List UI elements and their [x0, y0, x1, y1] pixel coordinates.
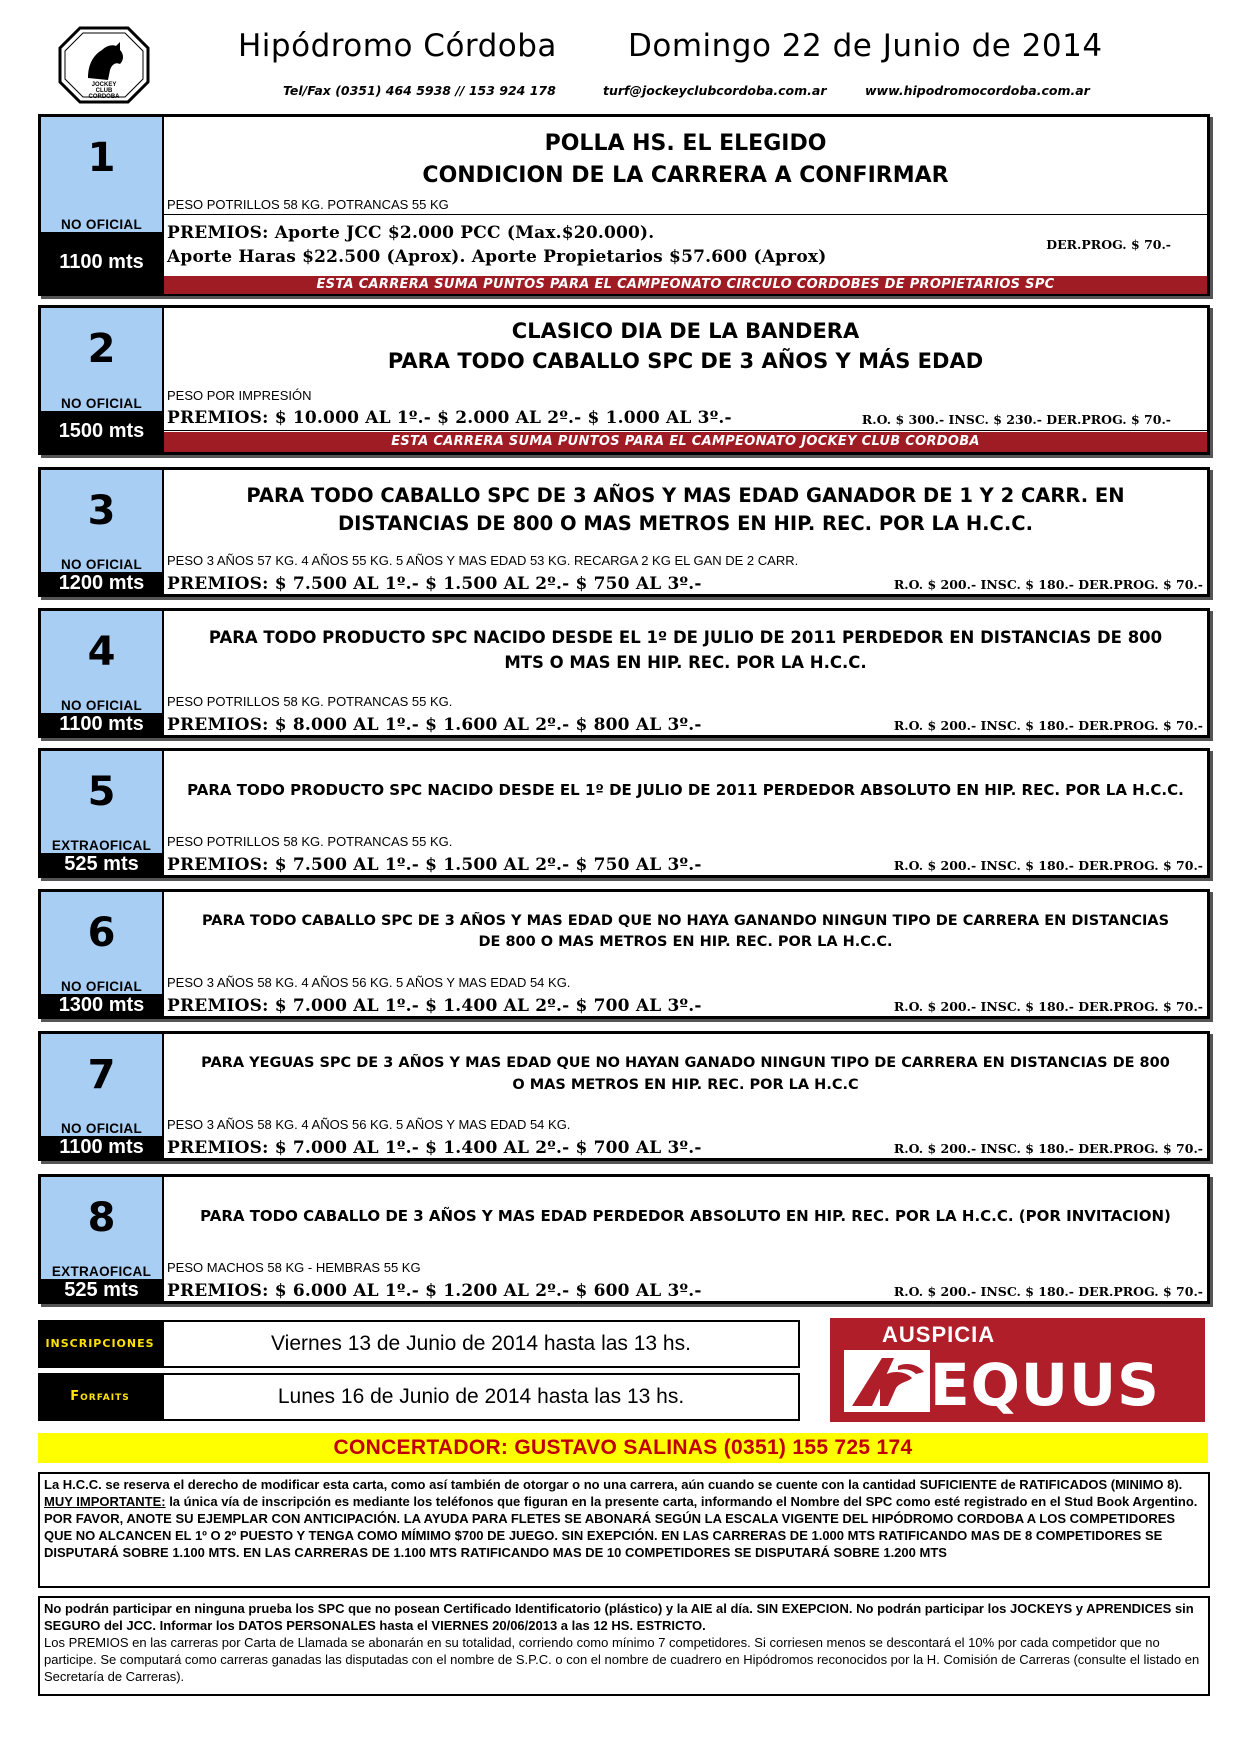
- race-distance: 525 mts: [41, 1279, 162, 1301]
- race-kind: NO OFICIAL: [61, 396, 142, 411]
- race-side-panel: [41, 751, 164, 875]
- race-card: [38, 305, 1210, 455]
- race-weight: PESO POTRILLOS 58 KG. POTRANCAS 55 KG: [167, 197, 449, 212]
- race-title-line-2: O MAS METROS EN HIP. REC. POR LA H.C.C: [512, 1077, 859, 1093]
- race-number: 6: [87, 910, 116, 956]
- page-title: Hipódromo Córdoba: [238, 28, 557, 64]
- race-distance: 1100 mts: [41, 1136, 162, 1158]
- divider: [164, 1301, 1207, 1302]
- registration-label: INSCRIPCIONES: [38, 1320, 162, 1368]
- race-distance: 525 mts: [41, 853, 162, 875]
- race-weight: PESO POTRILLOS 58 KG. POTRANCAS 55 KG.: [167, 834, 453, 849]
- race-side-panel: [41, 1177, 164, 1301]
- race-title-line-1: PARA TODO CABALLO SPC DE 3 AÑOS Y MAS EDAD QUE NO HAYA GANANDO NINGUN TIPO DE CARRERA EN DISTANCIAS: [201, 913, 1170, 929]
- race-number-box: [41, 117, 162, 232]
- race-card: [38, 114, 1210, 296]
- race-number-box: [41, 892, 162, 994]
- race-kind: EXTRAOFICAL: [51, 1264, 152, 1279]
- race-title-line-1: PARA TODO PRODUCTO SPC NACIDO DESDE EL 1º DE JULIO DE 2011 PERDEDOR EN DISTANCIAS DE 800: [208, 628, 1163, 647]
- race-number-box: [41, 611, 162, 713]
- divider: [164, 875, 1207, 876]
- race-kind: NO OFICIAL: [61, 1121, 142, 1136]
- race-title-line-1: CLASICO DIA DE LA BANDERA: [511, 319, 860, 343]
- race-number: 2: [87, 326, 116, 372]
- race-card: [38, 1174, 1210, 1304]
- jockey-club-logo-icon: [58, 26, 150, 104]
- race-title-line-1: PARA TODO CABALLO DE 3 AÑOS Y MAS EDAD PERDEDOR ABSOLUTO EN HIP. REC. POR LA H.C.C. (POR INVITACION): [200, 1207, 1171, 1225]
- race-card: [38, 889, 1210, 1019]
- race-details: [164, 751, 1207, 875]
- race-side-panel: [41, 611, 164, 735]
- race-prizes-line-1: PREMIOS: Aporte JCC $2.000 PCC (Max.$20.000).: [167, 223, 655, 243]
- race-distance: 1200 mts: [41, 572, 162, 594]
- race-kind: NO OFICIAL: [61, 557, 142, 572]
- race-weight: PESO 3 AÑOS 58 KG. 4 AÑOS 56 KG. 5 AÑOS Y MAS EDAD 54 KG.: [167, 975, 571, 990]
- race-number-box: [41, 308, 162, 411]
- race-number: 7: [87, 1052, 116, 1098]
- forfeit-label: Forfaits: [38, 1373, 162, 1421]
- race-title-line-2: DISTANCIAS DE 800 O MAS METROS EN HIP. REC. POR LA H.C.C.: [337, 512, 1033, 535]
- race-fees: DER.PROG. $ 70.-: [1046, 237, 1171, 252]
- race-number-box: [41, 470, 162, 572]
- race-title-line-2: CONDICION DE LA CARRERA A CONFIRMAR: [422, 163, 949, 188]
- equus-horse-emblem-icon: [842, 1348, 932, 1414]
- contact-phone: Tel/Fax (0351) 464 5938 // 153 924 178: [283, 83, 556, 98]
- divider: [164, 430, 1207, 431]
- race-distance: 1100 mts: [41, 713, 162, 735]
- sponsor-label: AUSPICIA: [882, 1322, 996, 1347]
- race-weight: PESO POR IMPRESIÓN: [167, 388, 312, 403]
- race-fees: R.O. $ 200.- INSC. $ 180.- DER.PROG. $ 70.-: [893, 1141, 1203, 1156]
- race-card: [38, 608, 1210, 738]
- prize-rules: Los PREMIOS en las carreras por Carta de Llamada se abonarán en su totalidad, corriendo como mínimo 7 competidores. Si corriesen menos se descontará el 10% por cada competidor que no participe. Se computará como carreras ganadas las disputadas con el nombre de S.P.C. o con el nombre de cuadrero en Hipódromos reconocidos por la H. Comisión de Carreras (consulte el listado en Secretaría de Carreras).: [44, 1635, 1200, 1684]
- race-details: [164, 892, 1207, 1016]
- registration-date: Viernes 13 de Junio de 2014 hasta las 13 hs.: [162, 1320, 800, 1368]
- divider: [164, 214, 1207, 215]
- race-prizes: PREMIOS: $ 7.500 AL 1º.- $ 1.500 AL 2º.- $ 750 AL 3º.-: [167, 574, 702, 594]
- race-details: [164, 611, 1207, 735]
- race-number-box: [41, 1177, 162, 1279]
- race-details: [164, 117, 1207, 293]
- race-prizes: PREMIOS: $ 10.000 AL 1º.- $ 2.000 AL 2º.- $ 1.000 AL 3º.-: [167, 408, 732, 428]
- race-side-panel: [41, 117, 164, 293]
- race-title-line-1: PARA TODO CABALLO SPC DE 3 AÑOS Y MAS EDAD GANADOR DE 1 Y 2 CARR. EN: [246, 484, 1125, 507]
- terms-text-2: la única vía de inscripción es mediante los teléfonos que figuran en la presente carta, informando el Nombre del SPC como esté registrado en el Stud Book Argentino. POR FAVOR, ANOTE SU EJEMPLAR CON ANTICIPACIÓN. LA AYUDA PARA FLETES SE ABONARÁ SEGÚN LA ESCALA VIGENTE DEL HIPÓDROMO CORDOBA A LOS COMPETIDORES QUE NO ALCANCEN EL 1º O 2º PUESTO Y TENGA COMO MÍMIMO $700 DE JUEGO. SIN EXEPCIÓN. EN LAS CARRERAS DE 1.000 MTS RATIFICANDO MAS DE 8 COMPETIDORES SE DISPUTARÁ SOBRE 1.100 MTS. EN LAS CARRERAS DE 1.100 MTS RATIFICANDO MAS DE 10 COMPETIDORES SE DISPUTARÁ SOBRE 1.200 MTS: [44, 1494, 1198, 1560]
- sponsor-brand: EQUUS: [930, 1351, 1160, 1419]
- event-date: Domingo 22 de Junio de 2014: [628, 28, 1103, 64]
- divider: [164, 594, 1207, 595]
- race-distance: 1300 mts: [41, 994, 162, 1016]
- divider: [164, 735, 1207, 736]
- race-title-line-1: PARA YEGUAS SPC DE 3 AÑOS Y MAS EDAD QUE NO HAYAN GANADO NINGUN TIPO DE CARRERA EN DISTANCIAS DE 800: [201, 1055, 1170, 1071]
- race-title-line-2: PARA TODO CABALLO SPC DE 3 AÑOS Y MÁS EDAD: [387, 349, 984, 373]
- race-details: [164, 1177, 1207, 1301]
- race-number-box: [41, 751, 162, 853]
- participation-notice: [38, 1596, 1210, 1696]
- race-kind: NO OFICIAL: [61, 979, 142, 994]
- contact-email[interactable]: turf@jockeyclubcordoba.com.ar: [603, 83, 827, 98]
- race-card: [38, 1031, 1210, 1161]
- race-details: [164, 308, 1207, 452]
- race-points-banner: ESTA CARRERA SUMA PUNTOS PARA EL CAMPEONATO CIRCULO CORDOBES DE PROPIETARIOS SPC: [164, 276, 1207, 294]
- race-fees: R.O. $ 200.- INSC. $ 180.- DER.PROG. $ 70.-: [893, 718, 1203, 733]
- race-fees: R.O. $ 200.- INSC. $ 180.- DER.PROG. $ 70.-: [893, 1284, 1203, 1299]
- forfeit-deadline: [38, 1373, 800, 1421]
- race-side-panel: [41, 470, 164, 594]
- svg-text:CORDOBA: CORDOBA: [88, 94, 120, 100]
- race-side-panel: [41, 308, 164, 452]
- race-number: 4: [87, 629, 116, 675]
- race-weight: PESO 3 AÑOS 57 KG. 4 AÑOS 55 KG. 5 AÑOS Y MAS EDAD 53 KG. RECARGA 2 KG EL GAN DE 2 CARR.: [167, 553, 799, 568]
- race-prizes-line-2: Aporte Haras $22.500 (Aprox). Aporte Propietarios $57.600 (Aprox): [167, 247, 827, 267]
- race-prizes: PREMIOS: $ 7.500 AL 1º.- $ 1.500 AL 2º.- $ 750 AL 3º.-: [167, 855, 702, 875]
- svg-text:CLUB: CLUB: [95, 88, 113, 94]
- race-side-panel: [41, 1034, 164, 1158]
- race-prizes: PREMIOS: $ 7.000 AL 1º.- $ 1.400 AL 2º.- $ 700 AL 3º.-: [167, 1138, 702, 1158]
- race-fees: R.O. $ 200.- INSC. $ 180.- DER.PROG. $ 70.-: [893, 858, 1203, 873]
- race-distance: 1100 mts: [41, 232, 162, 293]
- race-fees: R.O. $ 200.- INSC. $ 180.- DER.PROG. $ 70.-: [893, 577, 1203, 592]
- race-number: 3: [87, 488, 116, 534]
- race-fees: R.O. $ 300.- INSC. $ 230.- DER.PROG. $ 70.-: [861, 412, 1171, 427]
- race-distance: 1500 mts: [41, 411, 162, 452]
- race-weight: PESO POTRILLOS 58 KG. POTRANCAS 55 KG.: [167, 694, 453, 709]
- race-kind: NO OFICIAL: [61, 698, 142, 713]
- important-label: MUY IMPORTANTE:: [44, 1494, 166, 1509]
- race-number-box: [41, 1034, 162, 1136]
- participation-rules: No podrán participar en ninguna prueba los SPC que no posean Certificado Identificatorio (plástico) y la AIE al día. SIN EXEPCION. No podrán participar los JOCKEYS y APRENDICES sin SEGURO del JCC. Informar los DATOS PERSONALES hasta el VIERNES 20/06/2013 a las 12 HS. ESTRICTO.: [44, 1601, 1194, 1633]
- registration-deadline: [38, 1320, 800, 1368]
- terms-notice: [38, 1472, 1210, 1588]
- race-number: 5: [87, 769, 116, 815]
- race-details: [164, 1034, 1207, 1158]
- divider: [164, 1016, 1207, 1017]
- race-card: [38, 467, 1210, 597]
- contact-website[interactable]: www.hipodromocordoba.com.ar: [865, 83, 1090, 98]
- terms-text-1: La H.C.C. se reserva el derecho de modificar esta carta, como así también de otorgar o no una carrera, aún cuando se cuente con la cantidad SUFICIENTE de RATIFICADOS (MINIMO 8).: [44, 1477, 1183, 1492]
- sponsor-banner: [830, 1318, 1205, 1422]
- race-title-line-2: DE 800 O MAS METROS EN HIP. REC. POR LA H.C.C.: [478, 934, 893, 950]
- race-card: [38, 748, 1210, 878]
- race-number: 8: [87, 1195, 116, 1241]
- race-fees: R.O. $ 200.- INSC. $ 180.- DER.PROG. $ 70.-: [893, 999, 1203, 1014]
- race-title-line-2: MTS O MAS EN HIP. REC. POR LA H.C.C.: [504, 653, 867, 672]
- race-number: 1: [87, 135, 116, 181]
- race-title-line-1: POLLA HS. EL ELEGIDO: [544, 131, 827, 156]
- race-details: [164, 470, 1207, 594]
- contact-organizer: CONCERTADOR: GUSTAVO SALINAS (0351) 155 725 174: [38, 1433, 1208, 1463]
- race-kind: EXTRAOFICAL: [51, 838, 152, 853]
- race-kind: NO OFICIAL: [61, 217, 142, 232]
- svg-text:JOCKEY: JOCKEY: [91, 82, 117, 88]
- race-side-panel: [41, 892, 164, 1016]
- race-prizes: PREMIOS: $ 7.000 AL 1º.- $ 1.400 AL 2º.- $ 700 AL 3º.-: [167, 996, 702, 1016]
- race-weight: PESO MACHOS 58 KG - HEMBRAS 55 KG: [167, 1260, 421, 1275]
- race-points-banner: ESTA CARRERA SUMA PUNTOS PARA EL CAMPEONATO JOCKEY CLUB CORDOBA: [164, 432, 1207, 452]
- page-header: [0, 0, 1240, 110]
- race-prizes: PREMIOS: $ 6.000 AL 1º.- $ 1.200 AL 2º.- $ 600 AL 3º.-: [167, 1281, 702, 1301]
- race-title-line-1: PARA TODO PRODUCTO SPC NACIDO DESDE EL 1º DE JULIO DE 2011 PERDEDOR ABSOLUTO EN HIP. REC. POR LA H.C.C.: [187, 781, 1184, 799]
- race-prizes: PREMIOS: $ 8.000 AL 1º.- $ 1.600 AL 2º.- $ 800 AL 3º.-: [167, 715, 702, 735]
- race-weight: PESO 3 AÑOS 58 KG. 4 AÑOS 56 KG. 5 AÑOS Y MAS EDAD 54 KG.: [167, 1117, 571, 1132]
- divider: [164, 1158, 1207, 1159]
- forfeit-date: Lunes 16 de Junio de 2014 hasta las 13 hs.: [162, 1373, 800, 1421]
